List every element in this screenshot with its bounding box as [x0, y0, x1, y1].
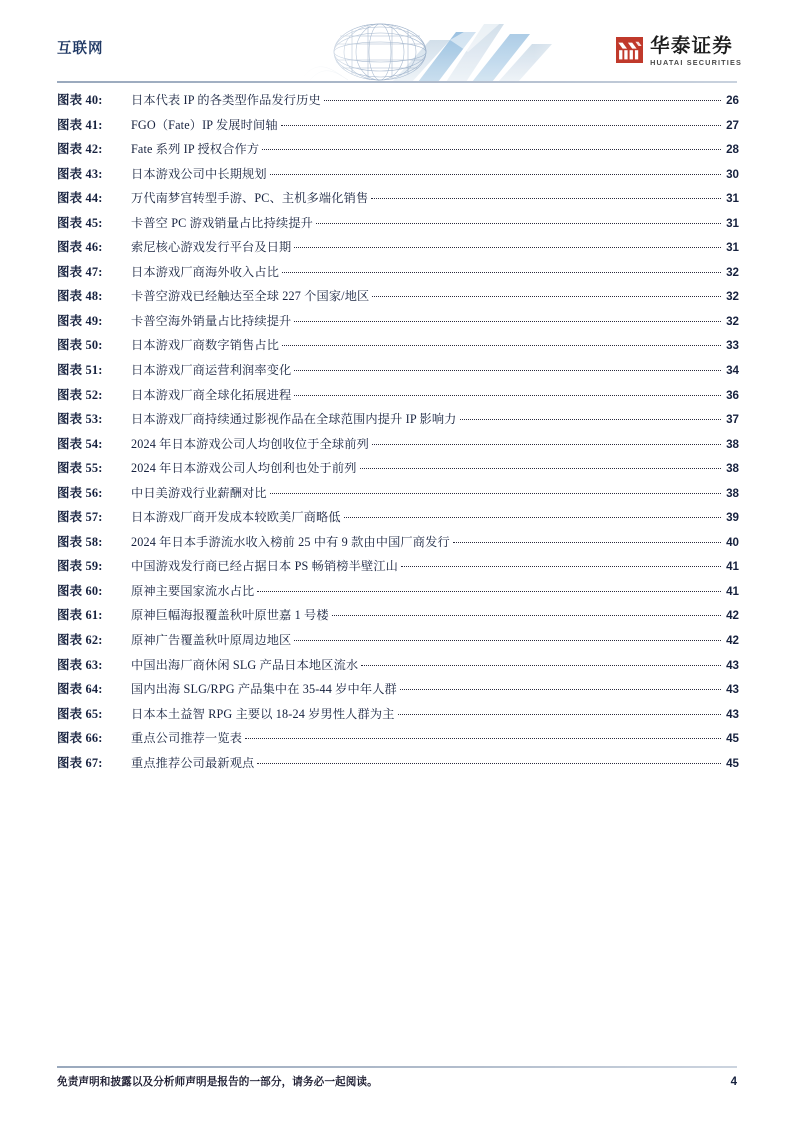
figure-item-page-number: 27: [726, 118, 739, 132]
figure-item-title: 日本代表 IP 的各类型作品发行历史: [131, 93, 321, 107]
header-divider: [57, 81, 737, 83]
figure-list-item[interactable]: [57, 655, 739, 680]
figure-list-item[interactable]: [57, 507, 739, 532]
dotted-leader: [398, 706, 721, 718]
figure-item-title: 卡普空游戏已经触达至全球 227 个国家/地区: [131, 289, 370, 304]
figure-item-title: 日本本土益智 RPG 主要以 18-24 岁男性人群为主: [131, 706, 395, 721]
figure-item-label: 图表 53:: [57, 412, 103, 427]
figure-item-label: 图表 41:: [57, 117, 103, 132]
figure-item-title: 2024 年日本游戏公司人均创收位于全球前列: [131, 436, 369, 451]
figure-item-page-number: 32: [726, 265, 739, 279]
dotted-leader: [460, 411, 721, 423]
figure-item-title: 重点公司推荐一览表: [131, 731, 243, 746]
figure-item-page-number: 42: [726, 609, 739, 623]
figure-list-item[interactable]: [57, 581, 739, 606]
figure-item-label: 图表 46:: [57, 240, 103, 255]
figure-item-page-number: 34: [726, 364, 739, 378]
dotted-leader: [294, 362, 721, 374]
figure-item-page-number: 40: [726, 535, 739, 549]
figure-item-page-number: 37: [726, 413, 739, 427]
dotted-leader: [257, 755, 721, 767]
figure-item-title: 日本游戏厂商开发成本较欧美厂商略低: [131, 510, 341, 525]
figure-item-page-number: 38: [726, 437, 739, 451]
figure-list-item[interactable]: [57, 409, 739, 434]
logo-chinese-name: 华泰证券: [650, 35, 733, 57]
dotted-leader: [453, 534, 721, 546]
figure-item-label: 图表 48:: [57, 289, 103, 304]
figure-item-title: 中日美游戏行业薪酬对比: [131, 485, 267, 500]
figure-list-item[interactable]: [57, 164, 739, 189]
dotted-leader: [361, 657, 721, 669]
dotted-leader: [245, 730, 721, 742]
figure-item-page-number: 32: [726, 290, 739, 304]
figure-item-label: 图表 40:: [57, 93, 103, 107]
page-section-title: 互联网: [57, 41, 104, 57]
figure-item-title: 日本游戏厂商持续通过影视作品在全球范围内提升 IP 影响力: [131, 412, 457, 427]
figure-item-title: 原神巨幅海报覆盖秋叶原世嘉 1 号楼: [131, 608, 329, 623]
figure-item-title: 日本游戏厂商运营利润率变化: [131, 363, 292, 378]
page-footer: [57, 1074, 737, 1089]
figure-list-item[interactable]: [57, 704, 739, 729]
figure-item-title: 卡普空海外销量占比持续提升: [131, 313, 292, 328]
dotted-leader: [281, 117, 721, 129]
header-decoration-graphic: [300, 10, 600, 82]
figure-list-item[interactable]: [57, 458, 739, 483]
figure-item-title: FGO（Fate）IP 发展时间轴: [131, 117, 278, 132]
figure-list-item[interactable]: [57, 237, 739, 262]
figure-list-item[interactable]: [57, 728, 739, 753]
figure-item-page-number: 33: [726, 339, 739, 353]
dotted-leader: [401, 558, 721, 570]
figure-item-title: Fate 系列 IP 授权合作方: [131, 142, 260, 157]
dotted-leader: [332, 607, 721, 619]
figure-list-item[interactable]: [57, 188, 739, 213]
dotted-leader: [294, 313, 721, 325]
dotted-leader: [270, 166, 721, 178]
figure-list-item[interactable]: [57, 556, 739, 581]
figure-item-page-number: 36: [726, 388, 739, 402]
figure-item-page-number: 26: [726, 94, 739, 107]
figure-item-page-number: 43: [726, 658, 739, 672]
footer-divider: [57, 1066, 737, 1068]
dotted-leader: [294, 239, 721, 251]
figure-item-title: 中国游戏发行商已经占据日本 PS 畅销榜半壁江山: [131, 559, 398, 574]
figure-item-label: 图表 61:: [57, 608, 103, 623]
figure-list-item[interactable]: [57, 605, 739, 630]
figure-list-item[interactable]: [57, 90, 739, 115]
footer-page-number: 4: [730, 1076, 737, 1088]
figure-item-title: 2024 年日本游戏公司人均创利也处于前列: [131, 461, 357, 476]
figure-item-label: 图表 64:: [57, 682, 103, 697]
figure-list-item[interactable]: [57, 434, 739, 459]
figure-item-label: 图表 65:: [57, 706, 103, 721]
figure-item-page-number: 41: [726, 560, 739, 574]
figure-item-page-number: 28: [726, 143, 739, 157]
figure-item-page-number: 30: [726, 167, 739, 181]
figure-item-title: 重点推荐公司最新观点: [131, 755, 255, 770]
dotted-leader: [294, 632, 721, 644]
figure-item-label: 图表 67:: [57, 755, 103, 770]
dotted-leader: [372, 436, 721, 448]
figure-list-item[interactable]: [57, 262, 739, 287]
figure-item-title: 索尼核心游戏发行平台及日期: [131, 240, 292, 255]
figure-item-label: 图表 60:: [57, 583, 103, 598]
figure-list: [57, 90, 739, 777]
figure-item-page-number: 41: [726, 584, 739, 598]
figure-item-label: 图表 47:: [57, 264, 103, 279]
figure-list-item[interactable]: [57, 753, 739, 778]
dotted-leader: [270, 485, 721, 497]
dotted-leader: [324, 92, 721, 104]
figure-list-item[interactable]: [57, 335, 739, 360]
figure-item-label: 图表 62:: [57, 633, 103, 648]
figure-item-title: 日本游戏厂商数字销售占比: [131, 338, 280, 353]
figure-item-page-number: 31: [726, 192, 739, 206]
figure-item-label: 图表 45:: [57, 215, 103, 230]
figure-item-page-number: 38: [726, 462, 739, 476]
figure-item-label: 图表 58:: [57, 534, 103, 549]
figure-item-page-number: 43: [726, 683, 739, 697]
figure-item-page-number: 31: [726, 241, 739, 255]
figure-item-page-number: 31: [726, 216, 739, 230]
figure-item-label: 图表 49:: [57, 313, 103, 328]
logo-text-block: [650, 36, 742, 67]
figure-item-label: 图表 54:: [57, 436, 103, 451]
figure-item-label: 图表 42:: [57, 142, 103, 157]
logo-english-name: HUATAI SECURITIES: [650, 58, 742, 68]
figure-item-label: 图表 57:: [57, 510, 103, 525]
dotted-leader: [262, 141, 721, 153]
figure-list-item[interactable]: [57, 630, 739, 655]
figure-item-page-number: 45: [726, 732, 739, 746]
dotted-leader: [344, 509, 721, 521]
dotted-leader: [257, 583, 721, 595]
figure-list-item[interactable]: [57, 311, 739, 336]
figure-item-label: 图表 50:: [57, 338, 103, 353]
figure-item-label: 图表 52:: [57, 387, 103, 402]
figure-item-title: 原神广告覆盖秋叶原周边地区: [131, 633, 292, 648]
figure-list-item[interactable]: [57, 483, 739, 508]
figure-item-label: 图表 51:: [57, 363, 103, 378]
dotted-leader: [371, 190, 721, 202]
figure-item-title: 卡普空 PC 游戏销量占比持续提升: [131, 215, 313, 230]
footer-disclaimer-text: 免责声明和披露以及分析师声明是报告的一部分，请务必一起阅读。: [57, 1077, 378, 1088]
figure-item-title: 国内出海 SLG/RPG 产品集中在 35-44 岁中年人群: [131, 682, 397, 697]
dotted-leader: [294, 387, 721, 399]
figure-item-title: 日本游戏厂商全球化拓展进程: [131, 387, 292, 402]
dotted-leader: [360, 460, 721, 472]
figure-item-title: 中国出海厂商休闲 SLG 产品日本地区流水: [131, 657, 359, 672]
dotted-leader: [282, 264, 721, 276]
figure-list-item[interactable]: [57, 115, 739, 140]
figure-list-item[interactable]: [57, 532, 739, 557]
dotted-leader: [282, 337, 721, 349]
huatai-logo-icon: [616, 37, 643, 63]
figure-item-title: 原神主要国家流水占比: [131, 583, 255, 598]
figure-list-item[interactable]: [57, 139, 739, 164]
figure-item-label: 图表 66:: [57, 731, 103, 746]
figure-list-item[interactable]: [57, 360, 739, 385]
figure-item-label: 图表 59:: [57, 559, 103, 574]
dotted-leader: [400, 681, 721, 693]
figure-item-title: 2024 年日本手游流水收入榜前 25 中有 9 款由中国厂商发行: [131, 534, 450, 549]
figure-list-item[interactable]: [57, 213, 739, 238]
huatai-securities-logo: [616, 36, 742, 67]
figure-item-page-number: 39: [726, 511, 739, 525]
figure-item-page-number: 45: [726, 756, 739, 770]
figure-item-page-number: 32: [726, 314, 739, 328]
figure-item-title: 万代南梦宫转型手游、PC、主机多端化销售: [131, 191, 369, 206]
figure-list-item[interactable]: [57, 679, 739, 704]
figure-item-title: 日本游戏公司中长期规划: [131, 166, 267, 181]
dotted-leader: [316, 215, 721, 227]
page-header: [0, 0, 794, 92]
figure-list-item[interactable]: [57, 286, 739, 311]
figure-item-title: 日本游戏厂商海外收入占比: [131, 264, 280, 279]
figure-item-page-number: 42: [726, 634, 739, 648]
figure-item-label: 图表 43:: [57, 166, 103, 181]
figure-item-page-number: 38: [726, 486, 739, 500]
figure-item-label: 图表 55:: [57, 461, 103, 476]
figure-item-label: 图表 56:: [57, 485, 103, 500]
figure-list-item[interactable]: [57, 385, 739, 410]
figure-item-page-number: 43: [726, 707, 739, 721]
figure-item-label: 图表 63:: [57, 657, 103, 672]
dotted-leader: [372, 288, 721, 300]
figure-item-label: 图表 44:: [57, 191, 103, 206]
